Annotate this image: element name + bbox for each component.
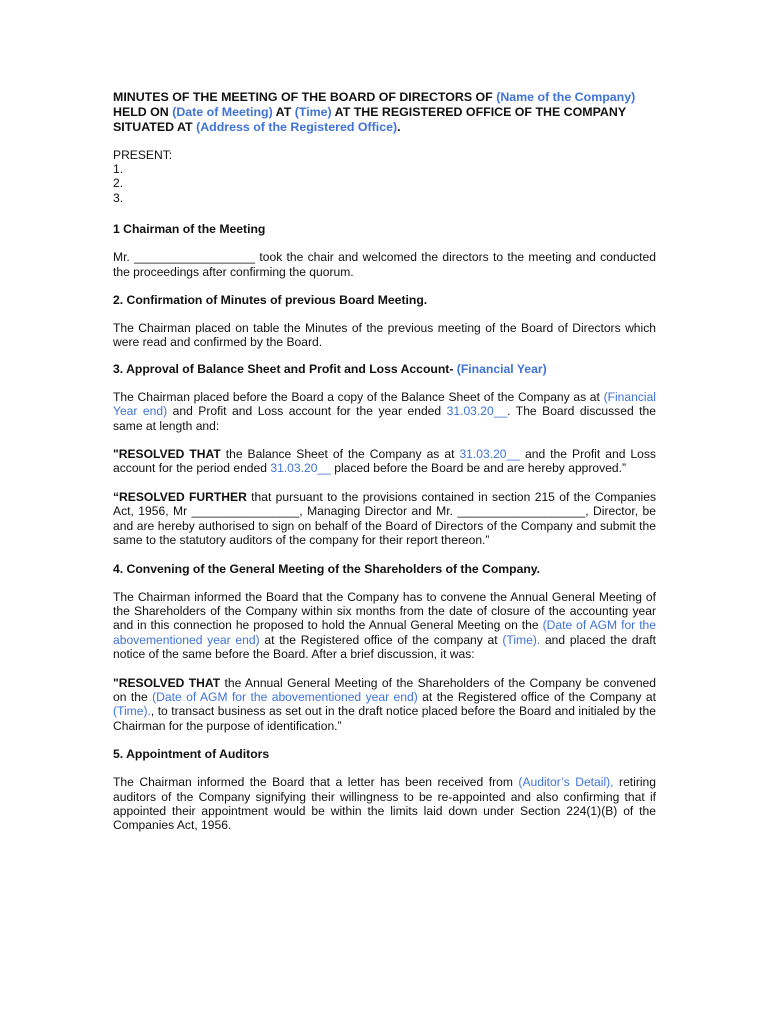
- company-name-placeholder: (Name of the Company): [496, 90, 636, 104]
- resolution-approval: [113, 447, 656, 476]
- paragraph-text: placed before the Board be and are hereby approved.”: [330, 461, 627, 476]
- paragraph-text: and Profit and Loss account for the year ended: [167, 404, 447, 419]
- paragraph-text: retiring auditors of the Company signifying their willingness to be re-appointed and also confirming that if appointed their appointment would be within the limits laid down under Section 224(1)(B) of the Companies Act, 1956.: [113, 775, 657, 833]
- section-heading-chairman: 1 Chairman of the Meeting: [113, 222, 266, 237]
- date-placeholder: 31.03.20__: [270, 461, 331, 476]
- present-label: PRESENT:: [113, 147, 173, 162]
- resolution-further: [113, 490, 656, 548]
- section-heading-general-meeting: 4. Convening of the General Meeting of the Shareholders of the Company.: [113, 561, 541, 576]
- general-meeting-paragraph: [113, 590, 656, 662]
- title-text-1: MINUTES OF THE MEETING OF THE BOARD OF DIRECTORS OF: [113, 90, 497, 104]
- resolution-agm: [113, 676, 656, 734]
- paragraph-text: and placed the draft notice of the same before the Board. After a brief discussion, it was:: [113, 632, 656, 662]
- paragraph-text: . The Board discussed the same at length and:: [113, 404, 656, 433]
- paragraph-text: that pursuant to the provisions contained in section 215 of the Companies Act, 1956, Mr ________________, Managing Director and Mr. ___________________, Director, be and are hereby authorised to sign on behalf of the Board of Directors of the Company and submit the same to the statutory auditors of the company for their report thereon.”: [113, 489, 657, 548]
- paragraph-text: the Balance Sheet of the Company as at: [220, 447, 460, 462]
- title-text-3: AT: [272, 105, 295, 120]
- section-heading-balance-sheet: [113, 362, 656, 377]
- paragraph-text: and the Profit and Loss account for the period ended: [113, 447, 656, 476]
- agm-date-placeholder: (Date of AGM for the abovementioned year end): [152, 689, 418, 704]
- paragraph-text: the Annual General Meeting of the Shareholders of the Company be convened on the: [113, 675, 656, 704]
- auditor-detail-placeholder: (Auditor’s Detail),: [518, 775, 614, 790]
- balance-sheet-paragraph: [113, 390, 656, 433]
- paragraph-text: The Chairman informed the Board that a letter has been received from: [113, 775, 519, 790]
- time-placeholder: (Time).: [113, 704, 151, 719]
- confirmation-paragraph: The Chairman placed on table the Minutes of the previous meeting of the Board of Directors which were read and confirmed by the Board.: [113, 321, 656, 350]
- present-item: 1.: [113, 162, 124, 177]
- resolved-further-label: “RESOLVED FURTHER: [113, 489, 247, 504]
- paragraph-text: The Chairman placed before the Board a copy of the Balance Sheet of the Company as at: [113, 389, 604, 404]
- paragraph-text: The Chairman informed the Board that the Company has to convene the Annual General Meeting of the Shareholders of the Company within six months from the date of closure of the accounting year and in this connection he proposed to hold the Annual General Meeting on the: [113, 589, 656, 633]
- year-ended-placeholder: 31.03.20__: [446, 404, 508, 419]
- paragraph-text: , to transact business as set out in the draft notice placed before the Board and initialed by the Chairman for the purpose of identification.”: [113, 704, 656, 733]
- meeting-date-placeholder: (Date of Meeting): [172, 105, 273, 120]
- present-item: 2.: [113, 176, 124, 191]
- title-text-4: AT THE REGISTERED OFFICE OF THE COMPANY SITUATED AT: [113, 105, 626, 135]
- title-text-5: .: [397, 120, 401, 135]
- date-placeholder: 31.03.20__: [459, 447, 520, 462]
- section-heading-confirmation: 2. Confirmation of Minutes of previous Board Meeting.: [113, 293, 428, 308]
- time-placeholder: (Time).: [502, 632, 541, 647]
- address-placeholder: (Address of the Registered Office): [196, 120, 398, 135]
- section-heading-auditors: 5. Appointment of Auditors: [113, 747, 270, 762]
- auditors-paragraph: [113, 775, 656, 833]
- paragraph-text: at the Registered office of the company at: [259, 632, 503, 647]
- present-item: 3.: [113, 190, 124, 205]
- resolved-that-label: "RESOLVED THAT: [113, 447, 221, 462]
- financial-year-placeholder: (Financial Year): [456, 361, 547, 376]
- agm-date-placeholder: (Date of AGM for the abovementioned year end): [113, 618, 656, 647]
- financial-year-end-placeholder: (Financial Year end): [113, 389, 656, 419]
- title-text-2: HELD ON: [113, 105, 173, 120]
- meeting-time-placeholder: (Time): [294, 105, 332, 120]
- chairman-paragraph: Mr. __________________ took the chair and welcomed the directors to the meeting and conducted the proceedings after confirming the quorum.: [113, 250, 656, 279]
- resolved-that-label: "RESOLVED THAT: [113, 675, 221, 690]
- paragraph-text: at the Registered office of the Company at: [417, 689, 656, 704]
- present-list: [113, 148, 656, 206]
- heading-text: 3. Approval of Balance Sheet and Profit and Loss Account-: [113, 361, 457, 376]
- document-title: [113, 90, 656, 136]
